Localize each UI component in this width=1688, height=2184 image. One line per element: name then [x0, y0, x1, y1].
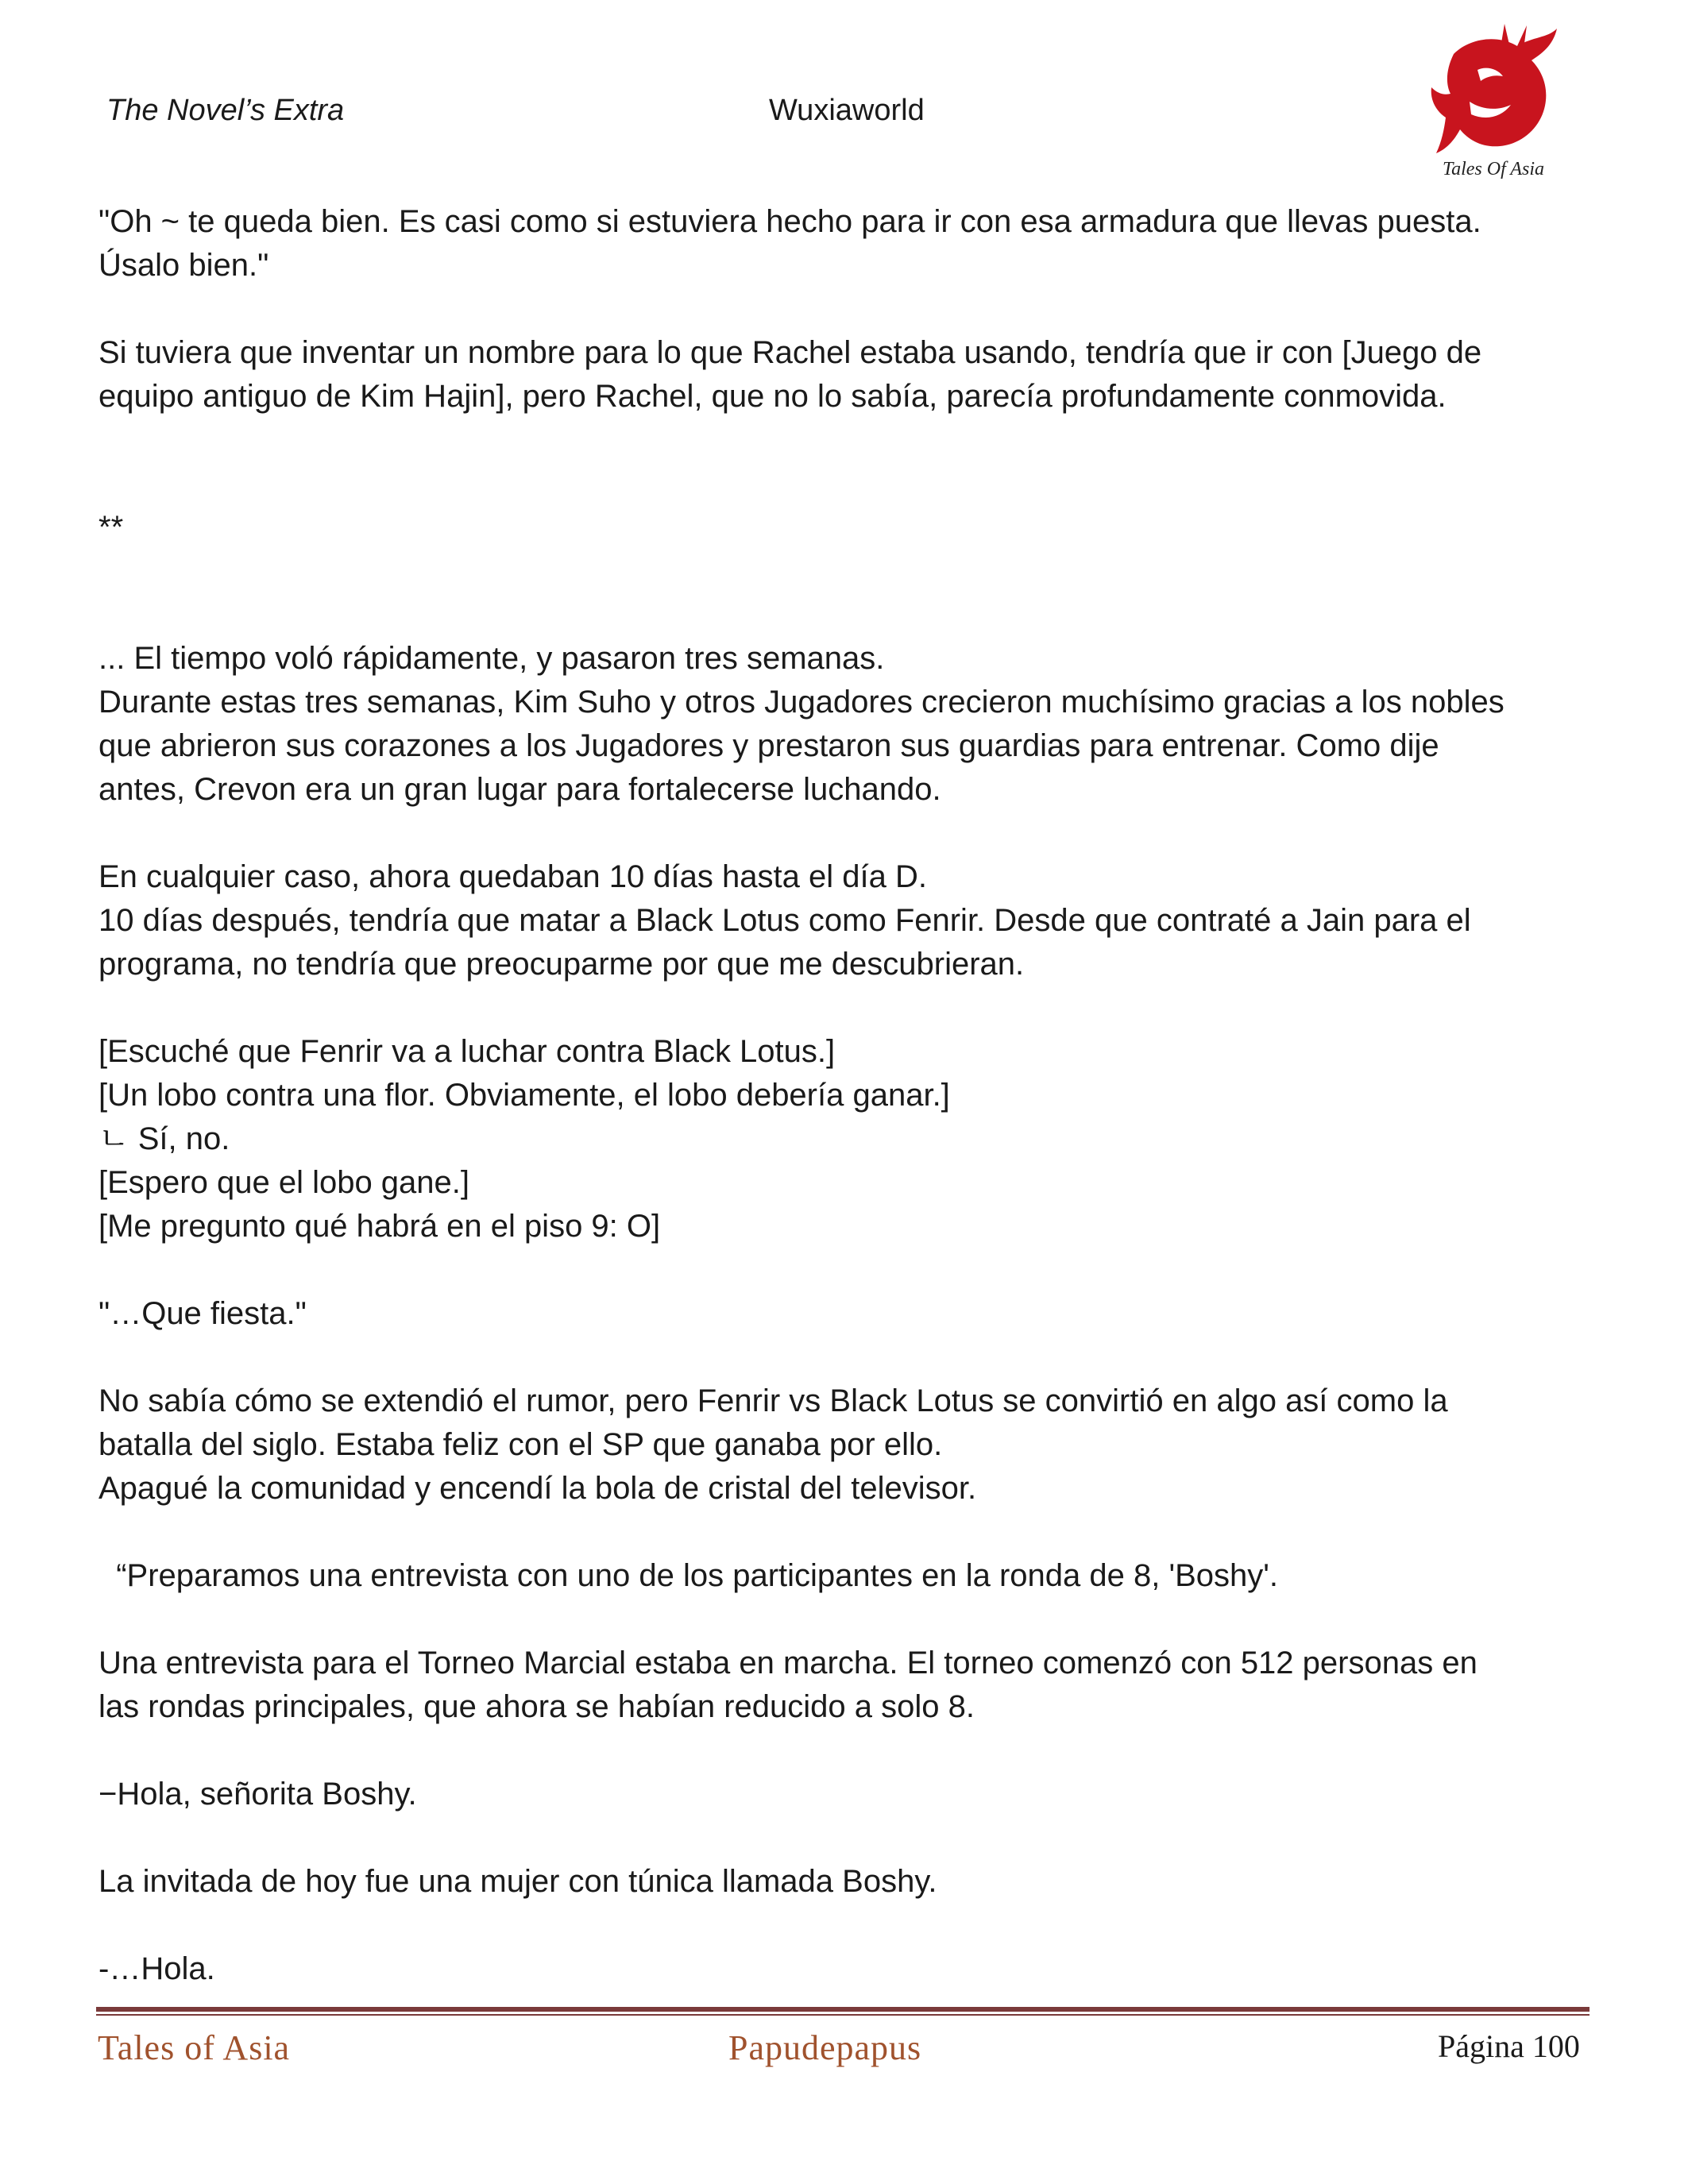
header-site-name: Wuxiaworld: [769, 94, 925, 127]
body-line: [98, 812, 1576, 855]
body-line: En cualquier caso, ahora quedaban 10 días hasta el día D.: [98, 859, 927, 894]
body-line: Apagué la comunidad y encendí la bola de cristal del televisor.: [98, 1471, 977, 1506]
body-line: que abrieron sus corazones a los Jugadores y prestaron sus guardias para entrenar. Como dije: [98, 728, 1439, 763]
body-line: La invitada de hoy fue una mujer con túnica llamada Boshy.: [98, 1864, 937, 1899]
body-line: 10 días después, tendría que matar a Black Lotus como Fenrir. Desde que contraté a Jain para el: [98, 903, 1471, 938]
body-line: -…Hola.: [98, 1951, 215, 1986]
body-line: Úsalo bien.": [98, 248, 269, 283]
body-line: [98, 593, 1576, 637]
body-line: ㄴ Sí, no.: [98, 1121, 230, 1156]
body-line: [98, 1816, 1576, 1860]
body-line: Una entrevista para el Torneo Marcial estaba en marcha. El torneo comenzó con 512 personas en: [98, 1646, 1477, 1680]
page-number: Página 100: [1438, 2028, 1580, 2064]
body-line: [Un lobo contra una flor. Obviamente, el lobo debería ganar.]: [98, 1078, 950, 1113]
body-line: [98, 419, 1576, 462]
body-line: −Hola, señorita Boshy.: [98, 1777, 417, 1812]
footer-translator: Papudepapus: [728, 2028, 922, 2067]
body-line: [98, 1729, 1576, 1773]
red-dragon-logo-icon: [1422, 22, 1565, 185]
body-line: No sabía cómo se extendió el rumor, pero Fenrir vs Black Lotus se convirtió en algo así como la: [98, 1383, 1448, 1418]
logo-text: Tales Of Asia: [1442, 159, 1545, 179]
body-line: [Espero que el lobo gane.]: [98, 1165, 470, 1200]
body-line: [Me pregunto qué habrá en el piso 9: O]: [98, 1209, 661, 1244]
footer-publisher: Tales of Asia: [98, 2028, 291, 2067]
document-body: [98, 200, 1576, 1991]
body-line: [Escuché que Fenrir va a luchar contra Black Lotus.]: [98, 1034, 836, 1069]
body-line: "Oh ~ te queda bien. Es casi como si estuviera hecho para ir con esa armadura que llevas puesta.: [98, 204, 1481, 239]
body-line: Si tuviera que inventar un nombre para lo que Rachel estaba usando, tendría que ir con [Juego de: [98, 335, 1482, 370]
body-line: ... El tiempo voló rápidamente, y pasaron tres semanas.: [98, 641, 885, 676]
header-book-title: The Novel’s Extra: [106, 94, 345, 127]
body-line: Durante estas tres semanas, Kim Suho y otros Jugadores crecieron muchísimo gracias a los nobles: [98, 685, 1505, 720]
body-line: “Preparamos una entrevista con uno de los participantes en la ronda de 8, 'Boshy'.: [98, 1558, 1279, 1593]
body-line: equipo antiguo de Kim Hajin], pero Rachel, que no lo sabía, parecía profundamente conmovida.: [98, 379, 1447, 414]
body-line: [98, 1598, 1576, 1642]
body-line: programa, no tendría que preocuparme por que me descubrieran.: [98, 947, 1025, 982]
body-line: [98, 1248, 1576, 1292]
body-line: [98, 1904, 1576, 1947]
body-line: [98, 1336, 1576, 1379]
body-line: antes, Crevon era un gran lugar para fortalecerse luchando.: [98, 772, 941, 807]
body-line: [98, 462, 1576, 506]
body-line: "…Que fiesta.": [98, 1296, 307, 1331]
body-line: [98, 1511, 1576, 1554]
body-line: las rondas principales, que ahora se habían reducido a solo 8.: [98, 1689, 975, 1724]
section-break: **: [98, 510, 124, 545]
body-line: batalla del siglo. Estaba feliz con el SP que ganaba por ello.: [98, 1427, 943, 1462]
body-line: [98, 986, 1576, 1030]
body-line: [98, 287, 1576, 331]
body-line: [98, 550, 1576, 593]
footer-divider: [96, 2007, 1590, 2016]
